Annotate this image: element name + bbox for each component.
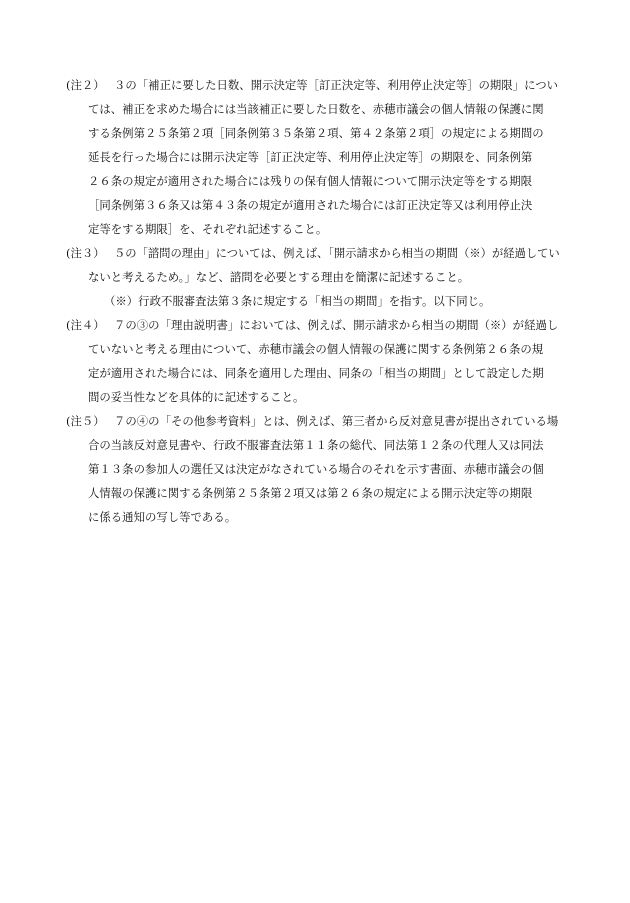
note-line: 人情報の保護に関する条例第２５条第２項又は第２６条の規定による開示決定等の期限 (88, 486, 533, 500)
note-line: 間の妥当性などを具体的に記述すること。 (88, 390, 305, 404)
note-label: (注５） (66, 414, 105, 428)
note-label: (注４） (66, 318, 105, 332)
note-line: ７の④の「その他参考資料」とは、例えば、第三者から反対意見書が提出されている場 (114, 414, 559, 428)
note-line: ないと考えるため。」など、諮問を必要とする理由を簡潔に記述すること。 (88, 270, 470, 284)
note-line: ては、補正を求めた場合には当該補正に要した日数を、赤穂市議会の個人情報の保護に関 (88, 102, 544, 116)
note-line: ７の③の「理由説明書」においては、例えば、開示請求から相当の期間（※）が経過し (114, 318, 559, 332)
note-label: (注２） (66, 78, 105, 92)
note-line: ３の「補正に要した日数、開示決定等［訂正決定等、利用停止決定等］の期限」につい (114, 78, 559, 92)
note-line: 定等をする期限］を、それぞれ記述すること。 (88, 222, 328, 236)
note-subnote: （※）行政不服審査法第３条に規定する「相当の期間」を指す。以下同じ。 (104, 294, 491, 308)
note-line: 定が適用された場合には、同条を適用した理由、同条の「相当の期間」として設定した期 (88, 366, 544, 380)
note-line: ５の「諮問の理由」については、例えば、「開示請求から相当の期間（※）が経過してい (114, 246, 560, 260)
note-line: に係る通知の写し等である。 (88, 510, 237, 524)
note-line: ２６条の規定が適用された場合には残りの保有個人情報について開示決定等をする期限 (88, 174, 533, 188)
note-line: 合の当該反対意見書や、行政不服審査法第１１条の総代、同法第１２条の代理人又は同法 (88, 438, 544, 452)
note-line: ていないと考える理由について、赤穂市議会の個人情報の保護に関する条例第２６条の規 (88, 342, 544, 356)
note-line: 延長を行った場合には開示決定等［訂正決定等、利用停止決定等］の期限を、同条例第 (88, 150, 533, 164)
note-line: する条例第２５条第２項［同条例第３５条第２項、第４２条第２項］の規定による期間の (88, 126, 544, 140)
note-line: ［同条例第３６条又は第４３条の規定が適用された場合には訂正決定等又は利用停止決 (88, 198, 533, 212)
note-label: (注３） (66, 246, 105, 260)
note-line: 第１３条の参加人の選任又は決定がなされている場合のそれを示す書面、赤穂市議会の個 (88, 462, 544, 476)
